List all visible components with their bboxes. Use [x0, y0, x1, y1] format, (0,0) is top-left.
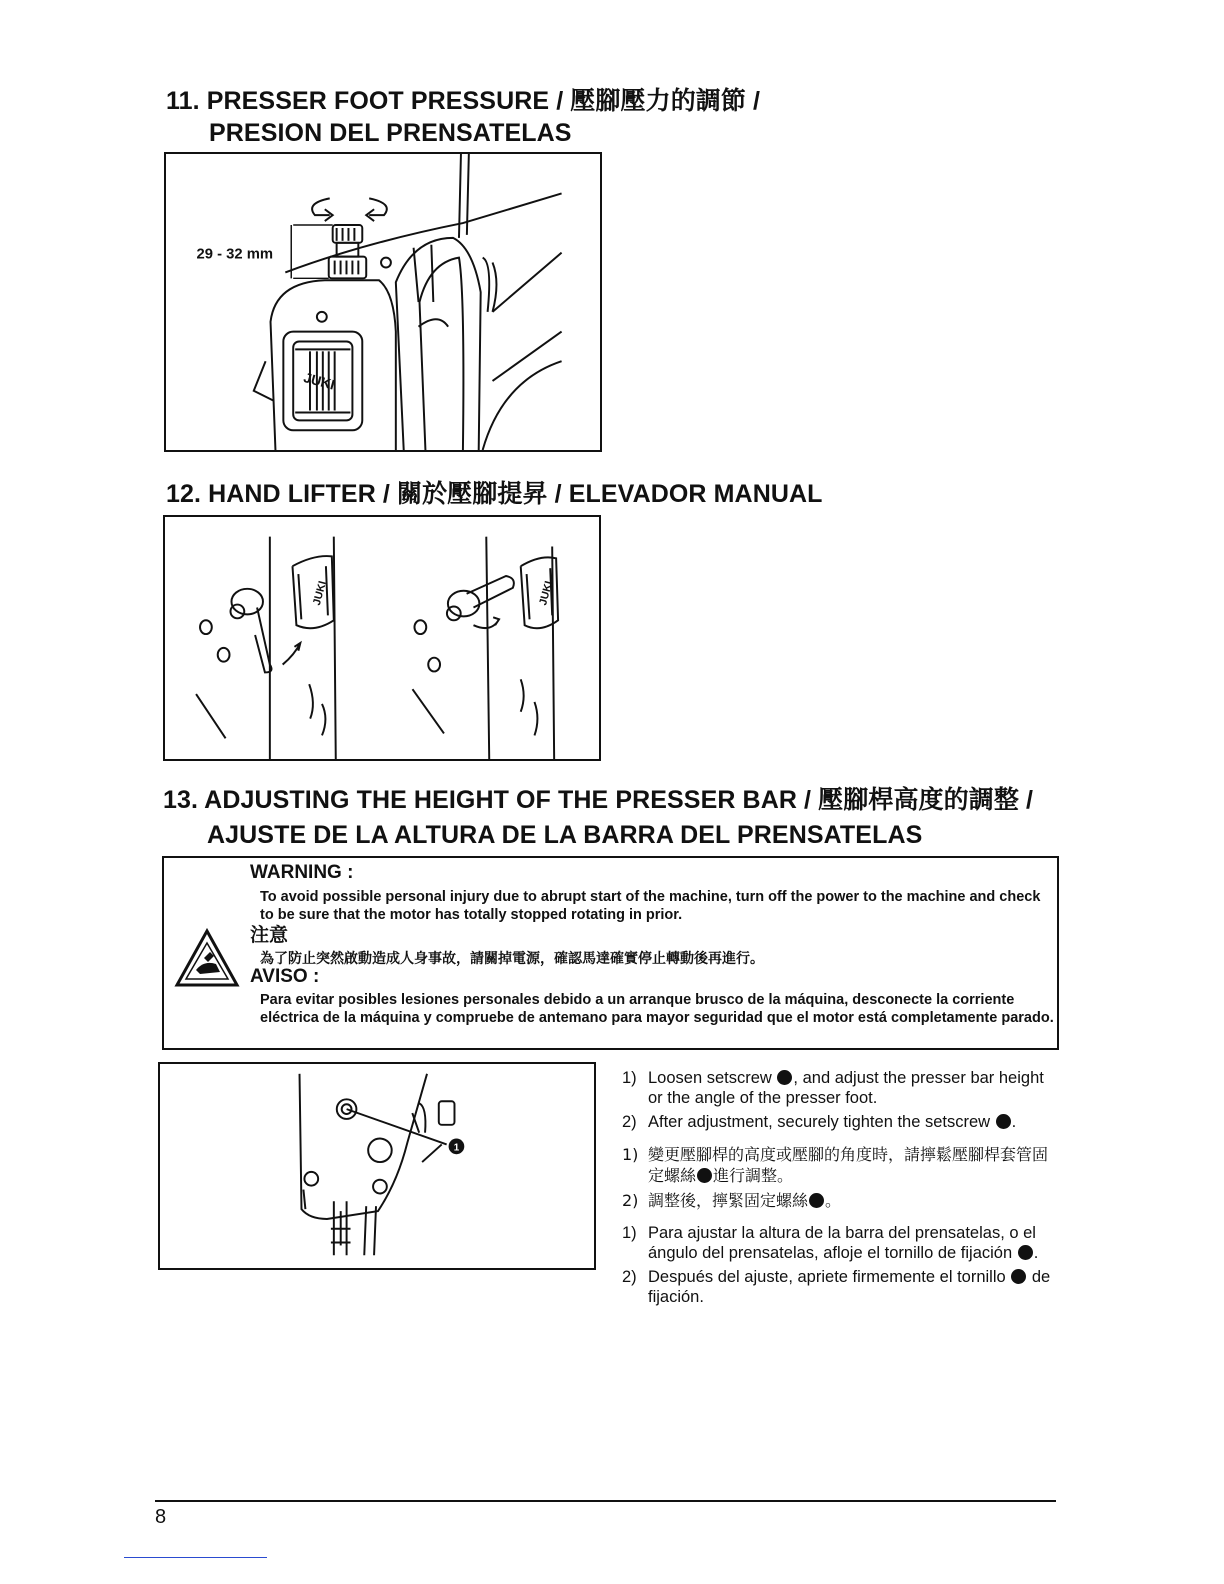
step-en-2: 2) After adjustment, securely tighten the setscrew .: [622, 1113, 1017, 1131]
step-cn-2: 2) 調整後，擰緊固定螺絲 。: [622, 1191, 842, 1210]
setscrew-1-icon: [1011, 1269, 1026, 1284]
presser-foot-pressure-illustration: [166, 154, 600, 450]
adjustment-steps: [622, 1068, 1062, 1311]
dimension-label: 29 - 32 mm: [196, 246, 274, 263]
warning-text-cn: 為了防止突然啟動造成人身事故，請關掉電源，確認馬達確實停止轉動後再進行。: [260, 951, 764, 967]
presser-bar-height-illustration: [160, 1064, 594, 1268]
right-juki-emblem-text: JUKI: [537, 579, 556, 607]
setscrew-1-icon: [996, 1114, 1011, 1129]
hand-lifter-figure: [163, 515, 601, 761]
section-13-title-line2: AJUSTE DE LA ALTURA DE LA BARRA DEL PRENSATELAS: [207, 821, 923, 849]
warning-label-en: WARNING :: [250, 862, 354, 883]
step-es-2: 2) Después del ajuste, apriete firmemente el tornillo de fijación.: [622, 1268, 1051, 1306]
link-underline-artifact: [124, 1557, 267, 1558]
step-en-1: 1) Loosen setscrew , and adjust the presser bar height or the angle of the presser foot.: [622, 1069, 1044, 1107]
warning-triangle-hand-icon: [174, 928, 240, 988]
section-11-title-line1: 11. PRESSER FOOT PRESSURE / 壓腳壓力的調節 /: [166, 87, 761, 115]
footer-rule: [155, 1500, 1056, 1502]
section-13-title-line1: 13. ADJUSTING THE HEIGHT OF THE PRESSER BAR / 壓腳桿高度的調整 /: [163, 786, 1034, 814]
setscrew-callout-number: 1: [453, 1142, 460, 1154]
step-es-1: 1) Para ajustar la altura de la barra del prensatelas, o el ángulo del prensatelas, afloje el tornillo de fijación .: [622, 1224, 1039, 1262]
setscrew-1-icon: [697, 1168, 712, 1183]
warning-text-es: Para evitar posibles lesiones personales debido a un arranque brusco de la máquina, desconecte la corriente eléctrica de la máquina y compruebe de antemano para mayor seguridad que el motor está completamente parado.: [260, 992, 1054, 1026]
warning-text-en: To avoid possible personal injury due to abrupt start of the machine, turn off the power to the machine and check to be sure that the motor has totally stopped rotating in prior.: [260, 889, 1041, 923]
setscrew-1-icon: [809, 1193, 824, 1208]
section-11-title-line2: PRESION DEL PRENSATELAS: [209, 119, 572, 147]
left-juki-emblem-text: JUKI: [310, 579, 329, 607]
page-number: 8: [155, 1506, 167, 1528]
juki-emblem-text: JUKI: [301, 369, 337, 393]
setscrew-1-icon: [777, 1070, 792, 1085]
hand-lifter-illustration: [165, 517, 599, 759]
warning-label-es: AVISO :: [250, 966, 320, 987]
step-cn-1: 1) 變更壓腳桿的高度或壓腳的角度時，請擰鬆壓腳桿套管固定螺絲 進行調整。: [622, 1145, 1049, 1185]
presser-foot-pressure-figure: [164, 152, 602, 452]
warning-label-cn: 注意: [250, 924, 289, 946]
presser-bar-height-figure: [158, 1062, 596, 1270]
section-12-title: 12. HAND LIFTER / 關於壓腳提昇 / ELEVADOR MANUAL: [166, 480, 823, 508]
warning-box: [162, 856, 1059, 1050]
setscrew-1-icon: [1018, 1245, 1033, 1260]
